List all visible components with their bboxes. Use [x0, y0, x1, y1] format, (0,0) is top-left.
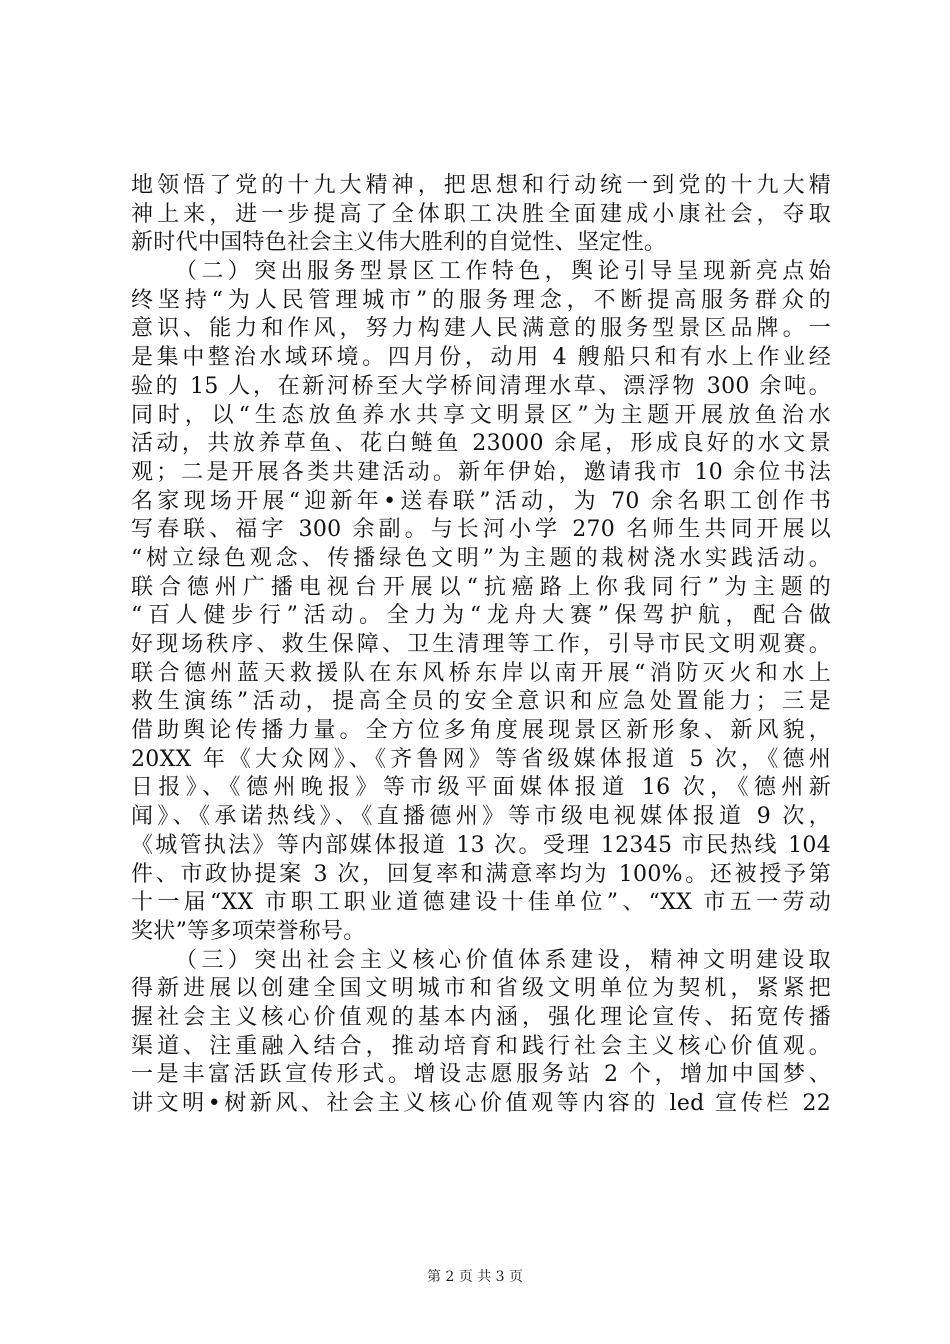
- text-line: 好现场秩序、救生保障、卫生清理等工作，引导市民文明观赛。: [131, 632, 831, 657]
- text-line: 闻》、《承诺热线》、《直播德州》等市级电视媒体报道 9 次，: [131, 804, 831, 830]
- text-line: 握社会主义核心价值观的基本内涵，强化理论宣传、拓宽传播: [131, 1004, 831, 1030]
- text-line: 一是丰富活跃宣传形式。增设志愿服务站 2 个，增加中国梦、: [131, 1062, 831, 1088]
- text-line: 联合德州广播电视台开展以“抗癌路上你我同行”为主题的: [131, 574, 831, 600]
- text-line: 讲文明•树新风、社会主义核心价值观等内容的 led 宣传栏 22: [131, 1091, 831, 1116]
- text-line: 十一届“XX 市职工职业道德建设十佳单位”、“XX 市五一劳动: [131, 890, 831, 916]
- text-line: 件、市政协提案 3 次，回复率和满意率均为 100%。还被授予第: [131, 861, 831, 887]
- section-heading-line: （三）突出社会主义核心价值体系建设，精神文明建设取: [175, 947, 831, 973]
- page-number-footer: 第 2 页 共 3 页: [426, 1269, 524, 1285]
- text-line: 名家现场开展“迎新年•送春联”活动，为 70 余名职工创作书: [131, 488, 831, 514]
- text-line: 借助舆论传播力量。全方位多角度展现景区新形象、新风貌，: [131, 718, 831, 744]
- text-line: 渠道、注重融入结合，推动培育和践行社会主义核心价值观。: [131, 1033, 831, 1059]
- text-line: “树立绿色观念、传播绿色文明”为主题的栽树浇水实践活动。: [131, 545, 831, 571]
- text-line: 意识、能力和作风，努力构建人民满意的服务型景区品牌。一: [131, 316, 831, 342]
- text-line: 写春联、福字 300 余副。与长河小学 270 名师生共同开展以: [131, 517, 831, 543]
- text-line: 《城管执法》等内部媒体报道 13 次。受理 12345 市民热线 104: [131, 832, 831, 858]
- text-line: 验的 15 人，在新河桥至大学桥间清理水草、漂浮物 300 余吨。: [131, 373, 831, 399]
- text-line: 新时代中国特色社会主义伟大胜利的自觉性、坚定性。: [131, 230, 667, 256]
- text-line: 观；二是开展各类共建活动。新年伊始，邀请我市 10 余位书法: [131, 459, 831, 485]
- text-line: 得新进展以创建全国文明城市和省级文明单位为契机，紧紧把: [131, 976, 831, 1002]
- text-line: 是集中整治水域环境。四月份，动用 4 艘船只和有水上作业经: [131, 345, 831, 371]
- text-line: 20XX 年《大众网》、《齐鲁网》等省级媒体报道 5 次，《德州: [131, 746, 831, 772]
- text-line: 同时，以“生态放鱼养水共享文明景区”为主题开展放鱼治水: [131, 402, 831, 428]
- document-body: [131, 172, 831, 1119]
- text-line: 终坚持“为人民管理城市”的服务理念，不断提高服务群众的: [131, 287, 831, 313]
- text-line: 日报》、《德州晚报》等市级平面媒体报道 16 次，《德州新: [131, 775, 831, 801]
- text-line: 救生演练”活动，提高全员的安全意识和应急处置能力；三是: [131, 689, 831, 715]
- text-line: 奖状”等多项荣誉称号。: [131, 918, 366, 944]
- text-line: 神上来，进一步提高了全体职工决胜全面建成小康社会，夺取: [131, 201, 831, 227]
- text-line: 活动，共放养草鱼、花白鲢鱼 23000 余尾，形成良好的水文景: [131, 431, 831, 457]
- text-line: “百人健步行”活动。全力为“龙舟大赛”保驾护航，配合做: [131, 603, 831, 629]
- text-line: 联合德州蓝天救援队在东风桥东岸以南开展“消防灭火和水上: [131, 660, 831, 686]
- text-line: 地领悟了党的十九大精神，把思想和行动统一到党的十九大精: [131, 173, 831, 198]
- section-heading-line: （二）突出服务型景区工作特色，舆论引导呈现新亮点始: [175, 259, 831, 285]
